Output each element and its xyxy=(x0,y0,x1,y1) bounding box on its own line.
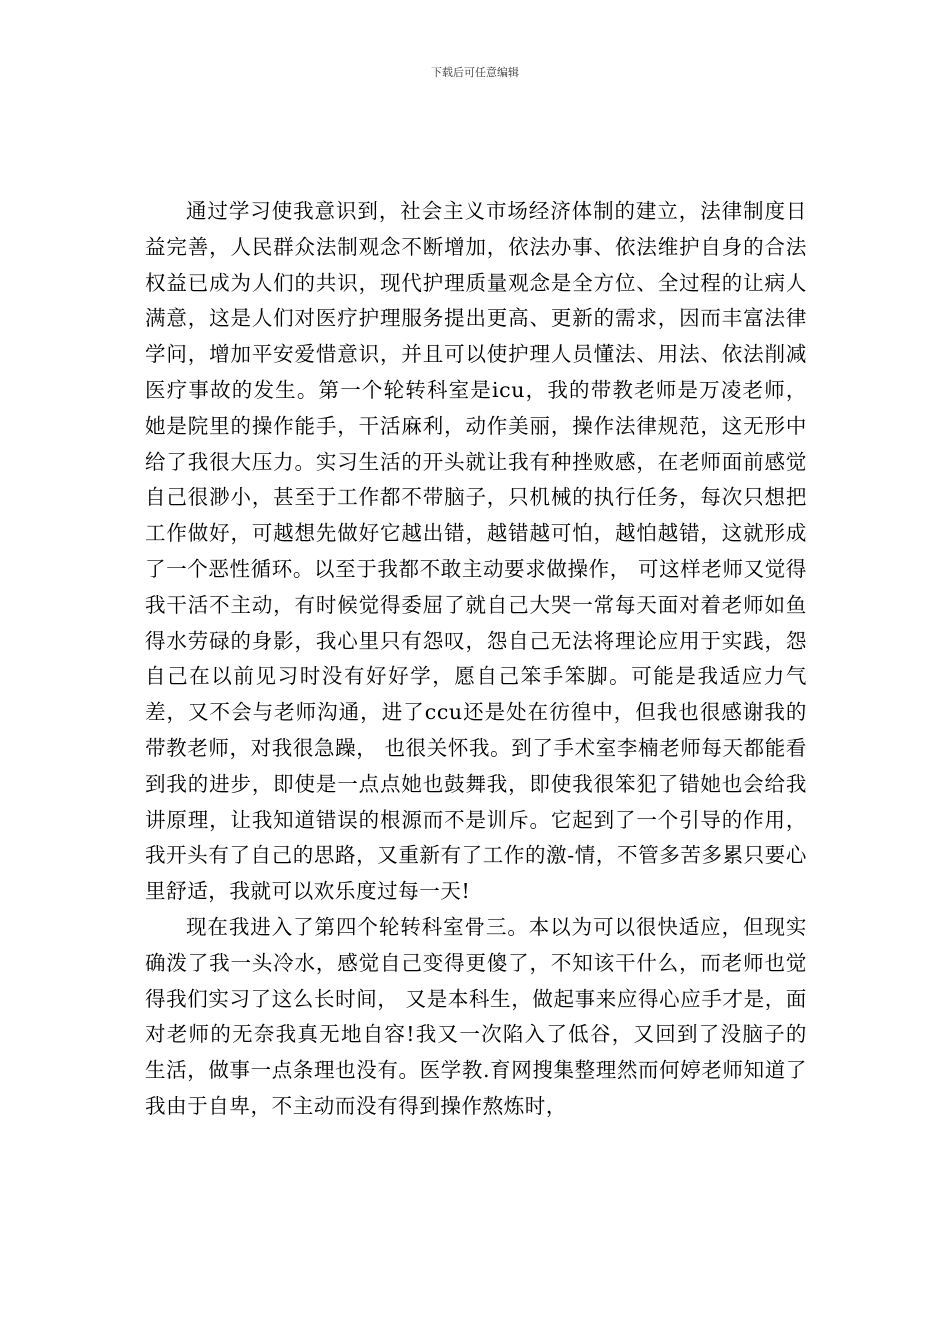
paragraph-2: 现在我进入了第四个轮转科室骨三。本以为可以很快适应，但现实确泼了我一头冷水，感觉自己变得更傻了，不知该干什么，而老师也觉得我们实习了这么长时间， 又是本科生，做起事来应得心应手才是，面对老师的无奈我真无地自容!我又一次陷入了低谷，又回到了没脑子的生活，做事一点条理也没有。医学教.育网搜集整理然而何婷老师知道了我由于自卑，不主动而没有得到操作熬炼时， xyxy=(145,914,807,1118)
page-header: 下载后可任意编辑 xyxy=(431,66,519,79)
paragraph-1: 通过学习使我意识到，社会主义市场经济体制的建立，法律制度日益完善，人民群众法制观念不断增加，依法办事、依法维护自身的合法权益已成为人们的共识，现代护理质量观念是全方位、全过程的让病人满意，这是人们对医疗护理服务提出更高、更新的需求，因而丰富法律学问，增加平安爱惜意识，并且可以使护理人员懂法、用法、依法削减医疗事故的发生。第一个轮转科室是icu，我的带教老师是万凌老师，她是院里的操作能手，干活麻利，动作美丽，操作法律规范，这无形中给了我很大压力。实习生活的开头就让我有种挫败感，在老师面前感觉自己很渺小，甚至于工作都不带脑子，只机械的执行任务，每次只想把工作做好，可越想先做好它越出错，越错越可怕，越怕越错，这就形成了一个恶性循环。以至于我都不敢主动要求做操作， 可这样老师又觉得我干活不主动，有时候觉得委屈了就自己大哭一常每天面对着老师如鱼得水劳碌的身影，我心里只有怨叹，怨自己无法将理论应用于实践，怨自己在以前见习时没有好好学，愿自己笨手笨脚。可能是我适应力气差，又不会与老师沟通，进了ccu还是处在彷徨中，但我也很感谢我的带教老师，对我很急躁， 也很关怀我。到了手术室李楠老师每天都能看到我的进步，即使是一点点她也鼓舞我，即使我很笨犯了错她也会给我讲原理，让我知道错误的根源而不是训斥。它起到了一个引导的作用，我开头有了自己的思路，又重新有了工作的激-情，不管多苦多累只要心里舒适，我就可以欢乐度过每一天! xyxy=(145,199,807,904)
document-body xyxy=(145,194,807,1125)
